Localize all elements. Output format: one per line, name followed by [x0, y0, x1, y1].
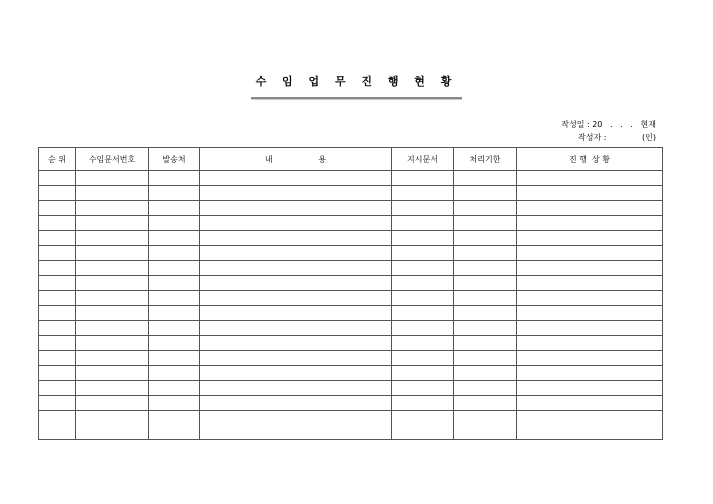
- table-cell[interactable]: [76, 201, 149, 216]
- table-cell[interactable]: [149, 396, 200, 411]
- table-cell[interactable]: [517, 171, 663, 186]
- col-header-content: 내 용: [200, 148, 392, 171]
- table-cell[interactable]: [454, 381, 517, 396]
- table-cell[interactable]: [39, 351, 76, 366]
- table-cell[interactable]: [76, 276, 149, 291]
- table-cell[interactable]: [76, 171, 149, 186]
- table-cell[interactable]: [76, 321, 149, 336]
- table-cell[interactable]: [39, 306, 76, 321]
- table-cell[interactable]: [39, 186, 76, 201]
- table-cell[interactable]: [454, 336, 517, 351]
- table-cell[interactable]: [76, 231, 149, 246]
- table-cell[interactable]: [517, 261, 663, 276]
- table-cell[interactable]: [392, 366, 454, 381]
- table-cell[interactable]: [200, 321, 392, 336]
- table-cell[interactable]: [39, 336, 76, 351]
- table-cell[interactable]: [149, 366, 200, 381]
- table-cell[interactable]: [76, 216, 149, 231]
- table-cell[interactable]: [517, 411, 663, 440]
- table-cell[interactable]: [454, 411, 517, 440]
- table-cell[interactable]: [149, 321, 200, 336]
- table-row: [39, 231, 663, 246]
- table-cell[interactable]: [76, 351, 149, 366]
- table-cell[interactable]: [392, 336, 454, 351]
- table-cell[interactable]: [200, 276, 392, 291]
- table-cell[interactable]: [76, 306, 149, 321]
- table-cell[interactable]: [76, 396, 149, 411]
- table-cell[interactable]: [392, 276, 454, 291]
- table-cell[interactable]: [392, 396, 454, 411]
- table-cell[interactable]: [76, 366, 149, 381]
- table-cell[interactable]: [454, 201, 517, 216]
- table-cell[interactable]: [454, 261, 517, 276]
- table-cell[interactable]: [76, 381, 149, 396]
- table-cell[interactable]: [392, 216, 454, 231]
- table-cell[interactable]: [200, 351, 392, 366]
- table-cell[interactable]: [200, 261, 392, 276]
- table-cell[interactable]: [149, 261, 200, 276]
- table-cell[interactable]: [200, 291, 392, 306]
- table-cell[interactable]: [517, 381, 663, 396]
- table-cell[interactable]: [454, 171, 517, 186]
- table-cell[interactable]: [517, 216, 663, 231]
- table-cell[interactable]: [39, 201, 76, 216]
- table-cell[interactable]: [454, 246, 517, 261]
- table-row: [39, 171, 663, 186]
- table-cell[interactable]: [392, 306, 454, 321]
- table-row: [39, 321, 663, 336]
- progress-table: [38, 147, 663, 440]
- table-cell[interactable]: [454, 276, 517, 291]
- table-row: [39, 276, 663, 291]
- table-row: [39, 201, 663, 216]
- table-cell[interactable]: [76, 411, 149, 440]
- col-header-progress: 진 행 상 황: [517, 148, 663, 171]
- table-cell[interactable]: [39, 321, 76, 336]
- table-cell[interactable]: [392, 261, 454, 276]
- table-cell[interactable]: [39, 171, 76, 186]
- table-row: [39, 336, 663, 351]
- table-cell[interactable]: [149, 246, 200, 261]
- table-cell[interactable]: [200, 396, 392, 411]
- table-cell[interactable]: [149, 201, 200, 216]
- table-cell[interactable]: [392, 291, 454, 306]
- table-cell[interactable]: [149, 411, 200, 440]
- table-cell[interactable]: [392, 231, 454, 246]
- header-row: [39, 148, 663, 171]
- table-cell[interactable]: [200, 171, 392, 186]
- table-cell[interactable]: [200, 186, 392, 201]
- table-cell[interactable]: [517, 276, 663, 291]
- table-row: [39, 246, 663, 261]
- table-cell[interactable]: [517, 201, 663, 216]
- table-cell[interactable]: [517, 336, 663, 351]
- table-cell[interactable]: [39, 366, 76, 381]
- table-cell[interactable]: [392, 351, 454, 366]
- col-header-sender: 발송처: [149, 148, 200, 171]
- table-cell[interactable]: [392, 246, 454, 261]
- table-cell[interactable]: [200, 411, 392, 440]
- table-cell[interactable]: [517, 231, 663, 246]
- table-cell[interactable]: [454, 216, 517, 231]
- table-cell[interactable]: [454, 366, 517, 381]
- table-cell[interactable]: [200, 366, 392, 381]
- table-cell[interactable]: [39, 396, 76, 411]
- col-header-case-number: 수임문서번호: [76, 148, 149, 171]
- author-line: 작성자 : (인): [578, 133, 656, 142]
- table-cell[interactable]: [149, 336, 200, 351]
- table-row: [39, 261, 663, 276]
- table-cell[interactable]: [39, 246, 76, 261]
- table-cell[interactable]: [39, 276, 76, 291]
- table-cell[interactable]: [517, 321, 663, 336]
- table-cell[interactable]: [76, 246, 149, 261]
- table-cell[interactable]: [149, 276, 200, 291]
- table-cell[interactable]: [149, 381, 200, 396]
- table-cell[interactable]: [149, 216, 200, 231]
- table-cell[interactable]: [76, 291, 149, 306]
- table-cell[interactable]: [39, 291, 76, 306]
- table-cell[interactable]: [392, 171, 454, 186]
- table-cell[interactable]: [200, 231, 392, 246]
- table-row: [39, 186, 663, 201]
- table-cell[interactable]: [200, 306, 392, 321]
- table-cell[interactable]: [392, 321, 454, 336]
- table-cell[interactable]: [149, 171, 200, 186]
- date-line: 작성일 : 20 . . . 현재: [561, 120, 656, 129]
- table-cell[interactable]: [39, 216, 76, 231]
- table-cell[interactable]: [200, 216, 392, 231]
- table-row: [39, 366, 663, 381]
- table-row: [39, 411, 663, 440]
- table-cell[interactable]: [149, 231, 200, 246]
- table-cell[interactable]: [517, 366, 663, 381]
- table-cell[interactable]: [149, 186, 200, 201]
- table-cell[interactable]: [517, 351, 663, 366]
- table-row: [39, 396, 663, 411]
- table-cell[interactable]: [392, 381, 454, 396]
- table-cell[interactable]: [76, 336, 149, 351]
- table-cell[interactable]: [39, 381, 76, 396]
- table-cell[interactable]: [454, 231, 517, 246]
- table-cell[interactable]: [454, 186, 517, 201]
- table-cell[interactable]: [76, 186, 149, 201]
- table-cell[interactable]: [200, 201, 392, 216]
- table-row: [39, 306, 663, 321]
- col-header-deadline: 처리기한: [454, 148, 517, 171]
- table-cell[interactable]: [149, 291, 200, 306]
- table-cell[interactable]: [200, 336, 392, 351]
- table-cell[interactable]: [149, 351, 200, 366]
- table-row: [39, 216, 663, 231]
- table-cell[interactable]: [454, 351, 517, 366]
- table-cell[interactable]: [39, 411, 76, 440]
- table-cell[interactable]: [39, 231, 76, 246]
- table-cell[interactable]: [76, 261, 149, 276]
- table-cell[interactable]: [392, 186, 454, 201]
- table-cell[interactable]: [517, 306, 663, 321]
- table-cell[interactable]: [392, 201, 454, 216]
- table-cell[interactable]: [200, 381, 392, 396]
- table-cell[interactable]: [454, 306, 517, 321]
- table-cell[interactable]: [454, 321, 517, 336]
- table-cell[interactable]: [454, 291, 517, 306]
- col-header-instruction-doc: 지시문서: [392, 148, 454, 171]
- table-row: [39, 351, 663, 366]
- col-header-rank: 순 위: [39, 148, 76, 171]
- table-cell[interactable]: [517, 396, 663, 411]
- table-cell[interactable]: [200, 246, 392, 261]
- table-cell[interactable]: [149, 306, 200, 321]
- table-cell[interactable]: [392, 411, 454, 440]
- table-cell[interactable]: [517, 246, 663, 261]
- table-cell[interactable]: [517, 186, 663, 201]
- table-cell[interactable]: [454, 396, 517, 411]
- table-row: [39, 291, 663, 306]
- table-cell[interactable]: [39, 261, 76, 276]
- title-underline: [251, 97, 462, 100]
- table-row: [39, 381, 663, 396]
- page-title: 수 임 업 무 진 행 현 황: [255, 75, 458, 88]
- table-cell[interactable]: [517, 291, 663, 306]
